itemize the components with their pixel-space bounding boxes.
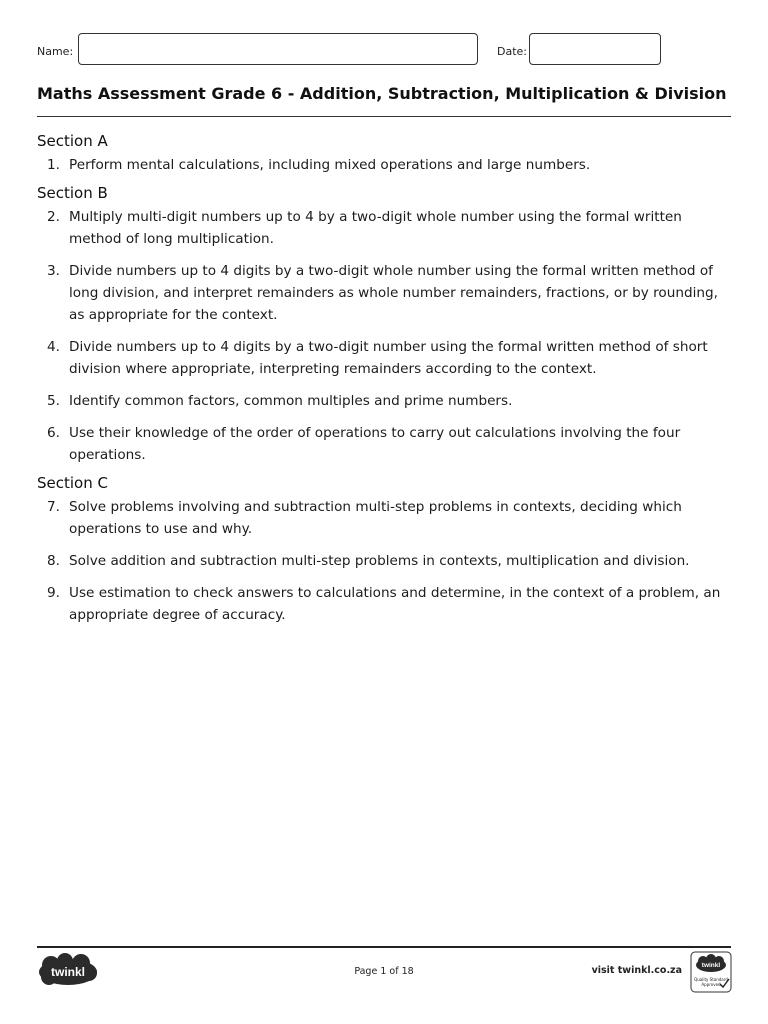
item-number: 9. — [47, 585, 60, 601]
item-number: 1. — [47, 157, 60, 173]
item-number: 7. — [47, 499, 60, 515]
date-field[interactable] — [529, 33, 661, 65]
footer-divider — [37, 946, 731, 948]
objectives-content — [37, 130, 731, 626]
item-text: Solve addition and subtraction multi-step problems in contexts, multiplication and division. — [69, 553, 690, 569]
date-label: Date: — [497, 45, 527, 58]
section-title: Section B — [37, 184, 108, 202]
section-c — [37, 472, 731, 626]
objective-list — [37, 206, 731, 466]
name-label: Name: — [37, 45, 74, 58]
list-item — [37, 496, 731, 540]
item-text: Identify common factors, common multiples and prime numbers. — [69, 393, 513, 409]
badge-line-1: Quality Standard — [694, 977, 728, 982]
list-item — [37, 154, 731, 176]
item-number: 6. — [47, 425, 60, 441]
item-text: Multiply multi-digit numbers up to 4 by a two-digit whole number using the formal written method of long multiplication. — [69, 209, 682, 247]
section-title: Section C — [37, 474, 108, 492]
item-text: Use estimation to check answers to calculations and determine, in the context of a problem, an appropriate degree of accuracy. — [69, 585, 721, 623]
list-item — [37, 550, 731, 572]
logo-text: twinkl — [50, 965, 86, 979]
item-text: Use their knowledge of the order of operations to carry out calculations involving the four operations. — [69, 425, 681, 463]
header-fields — [37, 33, 737, 69]
item-text: Solve problems involving and subtraction multi-step problems in contexts, deciding which operations to use and why. — [69, 499, 682, 537]
item-number: 4. — [47, 339, 60, 355]
list-item — [37, 260, 731, 326]
title-divider — [37, 116, 731, 117]
list-item — [37, 422, 731, 466]
section-b — [37, 182, 731, 466]
list-item — [37, 336, 731, 380]
objective-list — [37, 496, 731, 626]
badge-logo-text: twinkl — [701, 962, 721, 969]
site-link[interactable]: visit twinkl.co.za — [591, 965, 682, 976]
item-number: 8. — [47, 553, 60, 569]
page-title: Maths Assessment Grade 6 - Addition, Subtraction, Multiplication & Division — [37, 84, 727, 103]
section-a — [37, 130, 731, 176]
item-text: Divide numbers up to 4 digits by a two-digit whole number using the formal written method of long division, and interpret remainders as whole number remainders, fractions, or by rounding, as appropriate for the context. — [69, 263, 718, 323]
list-item — [37, 390, 731, 412]
item-number: 3. — [47, 263, 60, 279]
objective-list — [37, 154, 731, 176]
page-number: Page 1 of 18 — [354, 966, 414, 977]
list-item — [37, 206, 731, 250]
item-text: Divide numbers up to 4 digits by a two-digit number using the formal written method of short division where appropriate, interpreting remainders according to the context. — [69, 339, 708, 377]
list-item — [37, 582, 731, 626]
name-field[interactable] — [78, 33, 478, 65]
section-title: Section A — [37, 132, 108, 150]
item-number: 2. — [47, 209, 60, 225]
quality-badge — [690, 951, 732, 993]
item-text: Perform mental calculations, including mixed operations and large numbers. — [69, 157, 591, 173]
badge-line-2: Approved — [701, 982, 721, 987]
item-number: 5. — [47, 393, 60, 409]
